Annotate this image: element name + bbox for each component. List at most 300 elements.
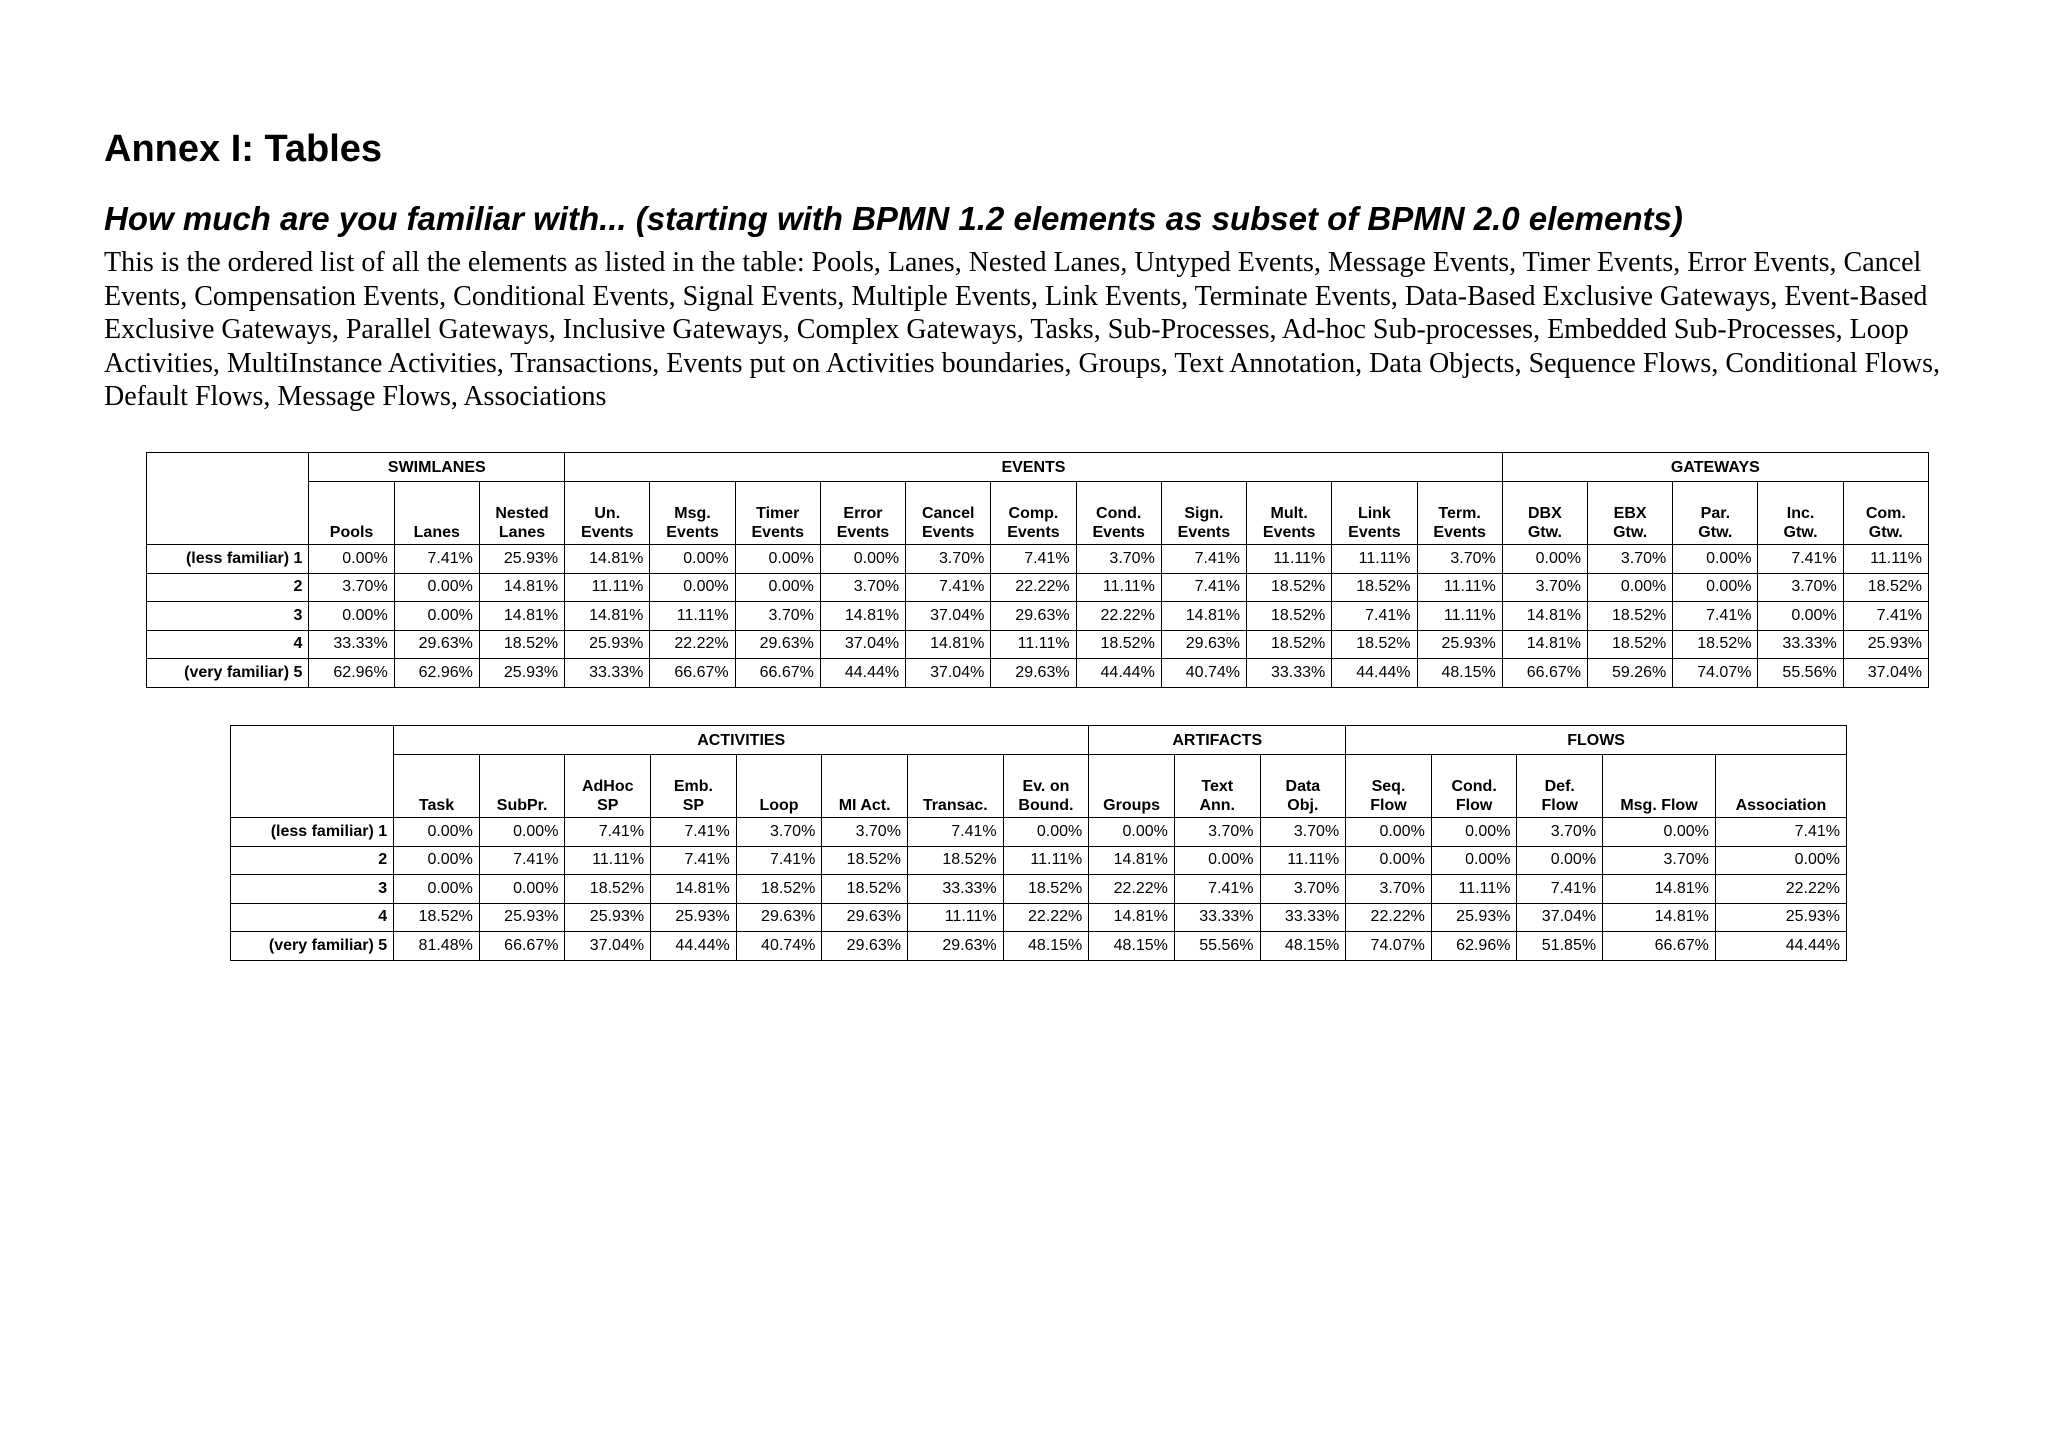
table-cell: 3.70% xyxy=(1758,573,1843,602)
table-cell: 7.41% xyxy=(1161,573,1246,602)
table-cell: 18.52% xyxy=(479,630,564,659)
table-cell: 11.11% xyxy=(991,630,1076,659)
table-cell: 11.11% xyxy=(1417,573,1502,602)
column-header-line1: Com. xyxy=(1865,505,1906,522)
table-cell: 0.00% xyxy=(394,846,480,875)
table-row xyxy=(231,903,1847,932)
table-cell: 0.00% xyxy=(1089,818,1175,847)
table-cell: 7.41% xyxy=(479,846,565,875)
column-header xyxy=(1417,482,1502,545)
table-cell: 29.63% xyxy=(822,903,908,932)
table-cell: 18.52% xyxy=(822,875,908,904)
table-cell: 37.04% xyxy=(1843,659,1928,688)
column-header-line1 xyxy=(1722,777,1840,796)
table-cell: 66.67% xyxy=(479,932,565,961)
table-cell: 18.52% xyxy=(1587,630,1672,659)
table-cell: 11.11% xyxy=(907,903,1003,932)
row-label: 3 xyxy=(231,875,394,904)
row-label: (less familiar) 1 xyxy=(231,818,394,847)
table-cell: 29.63% xyxy=(394,630,479,659)
table-cell: 18.52% xyxy=(822,846,908,875)
column-header-line1: Def. xyxy=(1544,778,1575,795)
column-header-line2: Flow xyxy=(1455,797,1493,814)
column-header-line2: MI Act. xyxy=(838,797,891,814)
table-cell: 7.41% xyxy=(651,846,737,875)
table-cell: 37.04% xyxy=(820,630,905,659)
column-header-line1: Comp. xyxy=(1008,505,1059,522)
table-cell: 7.41% xyxy=(651,818,737,847)
column-header-line1: Text xyxy=(1201,778,1234,795)
table-row xyxy=(147,545,1929,574)
table-cell: 3.70% xyxy=(1174,818,1260,847)
corner-cell xyxy=(147,453,309,545)
column-header-line1: Cond. xyxy=(1451,778,1497,795)
row-label: 4 xyxy=(231,903,394,932)
table-cell: 25.93% xyxy=(651,903,737,932)
table-cell: 14.81% xyxy=(1502,602,1587,631)
column-header xyxy=(1517,755,1603,818)
table-cell: 14.81% xyxy=(479,573,564,602)
column-header xyxy=(1502,482,1587,545)
table-cell: 7.41% xyxy=(1332,602,1417,631)
table-cell: 11.11% xyxy=(1076,573,1161,602)
table-cell: 66.67% xyxy=(735,659,820,688)
column-header-line1: Un. xyxy=(594,505,621,522)
column-header-row xyxy=(231,755,1847,818)
column-header-line1: Emb. xyxy=(673,778,713,795)
table-cell: 18.52% xyxy=(1332,630,1417,659)
table-cell: 25.93% xyxy=(565,903,651,932)
column-header xyxy=(1089,755,1175,818)
column-header-line1 xyxy=(828,777,901,796)
table-cell: 3.70% xyxy=(1603,846,1716,875)
table-cell: 40.74% xyxy=(736,932,822,961)
column-header-line2: Loop xyxy=(759,797,799,814)
group-header-row xyxy=(231,726,1847,755)
table-cell: 3.70% xyxy=(820,573,905,602)
column-header xyxy=(1076,482,1161,545)
group-header-row xyxy=(147,453,1929,482)
table-cell: 14.81% xyxy=(1603,875,1716,904)
row-label: (less familiar) 1 xyxy=(147,545,309,574)
table-cell: 3.70% xyxy=(735,602,820,631)
page-title: Annex I: Tables xyxy=(104,128,383,170)
group-header: SWIMLANES xyxy=(309,453,565,482)
column-header-line2: Gtw. xyxy=(1698,524,1733,541)
table-cell: 22.22% xyxy=(650,630,735,659)
column-header-line2: Gtw. xyxy=(1783,524,1818,541)
column-header-line1: Mult. xyxy=(1270,505,1308,522)
column-header-line2: Gtw. xyxy=(1613,524,1648,541)
column-header-line1: Nested xyxy=(495,505,549,522)
table-row xyxy=(147,659,1929,688)
table-cell: 7.41% xyxy=(1174,875,1260,904)
table-cell: 44.44% xyxy=(1715,932,1846,961)
column-header xyxy=(907,755,1003,818)
table-cell: 0.00% xyxy=(1517,846,1603,875)
table-cell: 14.81% xyxy=(820,602,905,631)
column-header xyxy=(1758,482,1843,545)
column-header xyxy=(906,482,991,545)
column-header xyxy=(650,482,735,545)
column-header xyxy=(394,755,480,818)
column-header-line2: Events xyxy=(1348,524,1401,541)
column-header xyxy=(1247,482,1332,545)
table-cell: 18.52% xyxy=(1673,630,1758,659)
table-cell: 7.41% xyxy=(565,818,651,847)
table-cell: 25.93% xyxy=(479,903,565,932)
table-cell: 37.04% xyxy=(1517,903,1603,932)
table-cell: 44.44% xyxy=(1076,659,1161,688)
table-cell: 59.26% xyxy=(1587,659,1672,688)
table-cell: 18.52% xyxy=(907,846,1003,875)
group-header: GATEWAYS xyxy=(1502,453,1928,482)
column-header-line1 xyxy=(401,504,473,523)
table-cell: 3.70% xyxy=(1346,875,1432,904)
column-header xyxy=(1603,755,1716,818)
column-header xyxy=(1161,482,1246,545)
table-cell: 25.93% xyxy=(479,659,564,688)
column-header-line2: SP xyxy=(682,797,705,814)
column-header-line2: Events xyxy=(581,524,634,541)
table-cell: 18.52% xyxy=(565,875,651,904)
column-header-line1: Error xyxy=(843,505,883,522)
column-header xyxy=(822,755,908,818)
column-header-line2: Events xyxy=(1262,524,1316,541)
table-cell: 81.48% xyxy=(394,932,480,961)
table-cell: 0.00% xyxy=(1174,846,1260,875)
column-header xyxy=(1346,755,1432,818)
group-header: ARTIFACTS xyxy=(1089,726,1346,755)
column-header-line1: Ev. on xyxy=(1022,778,1070,795)
table-cell: 29.63% xyxy=(736,903,822,932)
column-header-line1: Inc. xyxy=(1786,505,1815,522)
table-cell: 55.56% xyxy=(1758,659,1843,688)
table-cell: 0.00% xyxy=(1502,545,1587,574)
table-cell: 25.93% xyxy=(1843,630,1928,659)
table-row xyxy=(147,573,1929,602)
table-cell: 37.04% xyxy=(906,602,991,631)
table-cell: 11.11% xyxy=(1431,875,1517,904)
table-cell: 0.00% xyxy=(309,602,394,631)
table-cell: 18.52% xyxy=(394,903,480,932)
table-cell: 48.15% xyxy=(1260,932,1346,961)
column-header-line2: Lanes xyxy=(498,524,546,541)
column-header xyxy=(309,482,394,545)
column-header xyxy=(1587,482,1672,545)
table-cell: 22.22% xyxy=(1003,903,1089,932)
table-cell: 7.41% xyxy=(394,545,479,574)
table-cell: 11.11% xyxy=(1003,846,1089,875)
column-header-line1 xyxy=(743,777,816,796)
column-header-line2: Transac. xyxy=(922,797,988,814)
table-cell: 25.93% xyxy=(479,545,564,574)
corner-cell xyxy=(231,726,394,818)
table-cell: 18.52% xyxy=(1332,573,1417,602)
table-cell: 18.52% xyxy=(1076,630,1161,659)
column-header xyxy=(1003,755,1089,818)
table-cell: 7.41% xyxy=(736,846,822,875)
table-cell: 0.00% xyxy=(650,573,735,602)
column-header-line2: Events xyxy=(1007,524,1060,541)
table-cell: 33.33% xyxy=(565,659,650,688)
table-cell: 48.15% xyxy=(1003,932,1089,961)
column-header-line2: Flow xyxy=(1541,797,1578,814)
column-header-line1 xyxy=(914,777,997,796)
column-header xyxy=(1673,482,1758,545)
table-cell: 14.81% xyxy=(1089,846,1175,875)
column-header xyxy=(1260,755,1346,818)
table-cell: 3.70% xyxy=(1260,875,1346,904)
table-cell: 14.81% xyxy=(1603,903,1716,932)
table-cell: 14.81% xyxy=(651,875,737,904)
table-cell: 0.00% xyxy=(1758,602,1843,631)
table-cell: 22.22% xyxy=(1346,903,1432,932)
table-cell: 62.96% xyxy=(394,659,479,688)
column-header-line2: Gtw. xyxy=(1527,524,1562,541)
table-cell: 0.00% xyxy=(650,545,735,574)
column-header-line1: Cancel xyxy=(921,505,975,522)
table-cell: 7.41% xyxy=(1758,545,1843,574)
column-header-line1: Term. xyxy=(1438,505,1481,522)
table-cell: 7.41% xyxy=(906,573,991,602)
column-header xyxy=(479,755,565,818)
table-cell: 3.70% xyxy=(822,818,908,847)
table-cell: 7.41% xyxy=(1715,818,1846,847)
table-cell: 11.11% xyxy=(565,573,650,602)
column-header-line2: Events xyxy=(1177,524,1231,541)
table-cell: 7.41% xyxy=(991,545,1076,574)
table-cell: 3.70% xyxy=(906,545,991,574)
table-cell: 33.33% xyxy=(1247,659,1332,688)
table-cell: 33.33% xyxy=(907,875,1003,904)
column-header xyxy=(565,482,650,545)
table-row xyxy=(231,818,1847,847)
table-cell: 0.00% xyxy=(394,875,480,904)
column-header xyxy=(1431,755,1517,818)
table-row xyxy=(231,932,1847,961)
column-header-line2: Groups xyxy=(1103,797,1161,814)
table-cell: 22.22% xyxy=(1089,875,1175,904)
column-header-line1 xyxy=(1095,777,1168,796)
table-cell: 18.52% xyxy=(1843,573,1928,602)
column-header-line2: Lanes xyxy=(413,524,460,541)
row-label: 2 xyxy=(231,846,394,875)
row-label: 3 xyxy=(147,602,309,631)
table-cell: 37.04% xyxy=(906,659,991,688)
table-cell: 48.15% xyxy=(1089,932,1175,961)
table-cell: 55.56% xyxy=(1174,932,1260,961)
table-cell: 0.00% xyxy=(1673,545,1758,574)
table-cell: 0.00% xyxy=(820,545,905,574)
table-cell: 66.67% xyxy=(650,659,735,688)
familiarity-table-swimlanes-events-gateways xyxy=(146,452,1929,688)
table-cell: 33.33% xyxy=(1260,903,1346,932)
table-cell: 14.81% xyxy=(479,602,564,631)
table-cell: 29.63% xyxy=(907,932,1003,961)
column-header xyxy=(394,482,479,545)
table-cell: 0.00% xyxy=(1715,846,1846,875)
column-header-line2: Ann. xyxy=(1199,797,1235,814)
table-cell: 25.93% xyxy=(565,630,650,659)
table-cell: 3.70% xyxy=(1587,545,1672,574)
table-cell: 11.11% xyxy=(1417,602,1502,631)
column-header xyxy=(479,482,564,545)
column-header-line1 xyxy=(1609,777,1709,796)
table-row xyxy=(147,630,1929,659)
column-header-line2: Msg. Flow xyxy=(1620,797,1698,814)
table-cell: 18.52% xyxy=(1247,602,1332,631)
table-row xyxy=(147,602,1929,631)
table-cell: 11.11% xyxy=(565,846,651,875)
column-header-line1: Timer xyxy=(756,505,800,522)
column-header xyxy=(735,482,820,545)
column-header-line2: Task xyxy=(418,797,455,814)
table-cell: 29.63% xyxy=(991,659,1076,688)
table-cell: 0.00% xyxy=(479,818,565,847)
column-header-line2: Gtw. xyxy=(1868,524,1903,541)
table-cell: 3.70% xyxy=(1076,545,1161,574)
table-cell: 0.00% xyxy=(735,573,820,602)
row-label: 2 xyxy=(147,573,309,602)
table-cell: 66.67% xyxy=(1603,932,1716,961)
group-header: EVENTS xyxy=(565,453,1503,482)
table-cell: 33.33% xyxy=(1174,903,1260,932)
table-row xyxy=(231,846,1847,875)
table-cell: 22.22% xyxy=(1076,602,1161,631)
column-header-line1: EBX xyxy=(1613,505,1647,522)
table-cell: 29.63% xyxy=(991,602,1076,631)
table-row xyxy=(231,875,1847,904)
table-cell: 3.70% xyxy=(1260,818,1346,847)
table-cell: 29.63% xyxy=(735,630,820,659)
column-header-line1: Data xyxy=(1285,778,1321,795)
table-cell: 33.33% xyxy=(309,630,394,659)
column-header-line2: SP xyxy=(597,797,619,814)
table-cell: 0.00% xyxy=(394,602,479,631)
table-cell: 11.11% xyxy=(1247,545,1332,574)
column-header-line1: Seq. xyxy=(1371,778,1406,795)
table-cell: 14.81% xyxy=(906,630,991,659)
table-cell: 0.00% xyxy=(1587,573,1672,602)
table-cell: 14.81% xyxy=(565,545,650,574)
table-cell: 0.00% xyxy=(1346,846,1432,875)
column-header-line1: Par. xyxy=(1700,505,1731,522)
table-cell: 7.41% xyxy=(907,818,1003,847)
column-header xyxy=(820,482,905,545)
table-cell: 11.11% xyxy=(1260,846,1346,875)
familiarity-table-activities-artifacts-flows xyxy=(230,725,1847,961)
table-cell: 48.15% xyxy=(1417,659,1502,688)
table-cell: 0.00% xyxy=(479,875,565,904)
table-cell: 44.44% xyxy=(1332,659,1417,688)
column-header-line1: Msg. xyxy=(674,505,711,522)
table-cell: 44.44% xyxy=(820,659,905,688)
table-cell: 44.44% xyxy=(651,932,737,961)
group-header: FLOWS xyxy=(1346,726,1847,755)
table-cell: 7.41% xyxy=(1517,875,1603,904)
table-cell: 0.00% xyxy=(309,545,394,574)
table-cell: 0.00% xyxy=(1431,846,1517,875)
column-header-line2: Events xyxy=(921,524,975,541)
column-header xyxy=(1715,755,1846,818)
column-header-line1 xyxy=(486,777,559,796)
column-header-line2: Events xyxy=(1092,524,1145,541)
column-header-line2: Events xyxy=(751,524,804,541)
column-header xyxy=(1174,755,1260,818)
table-cell: 7.41% xyxy=(1843,602,1928,631)
column-header-line1: Cond. xyxy=(1096,505,1142,522)
table-cell: 3.70% xyxy=(1517,818,1603,847)
column-header xyxy=(1843,482,1928,545)
group-header: ACTIVITIES xyxy=(394,726,1089,755)
table-cell: 14.81% xyxy=(1502,630,1587,659)
table-cell: 18.52% xyxy=(1247,573,1332,602)
table-cell: 18.52% xyxy=(1587,602,1672,631)
column-header-line2: Events xyxy=(1433,524,1486,541)
table-cell: 62.96% xyxy=(1431,932,1517,961)
row-label: (very familiar) 5 xyxy=(147,659,309,688)
table-cell: 3.70% xyxy=(1417,545,1502,574)
intro-paragraph: This is the ordered list of all the elements as listed in the table: Pools, Lanes, Nested Lanes, Untyped Events, Message Events, Timer Events, Error Events, Cancel Events, Compensation Events, Conditional Events, Signal Events, Multiple Events, Link Events, Terminate Events, Data-Based Exclusive Gateways, Event-Based Exclusive Gateways, Parallel Gateways, Inclusive Gateways, Complex Gateways, Tasks, Sub-Processes, Ad-hoc Sub-processes, Embedded Sub-Processes, Loop Activities, MultiInstance Activities, Transactions, Events put on Activities boundaries, Groups, Text Annotation, Data Objects, Sequence Flows, Conditional Flows, Default Flows, Message Flows, Associations xyxy=(104,247,1941,412)
column-header-line1: AdHoc xyxy=(581,778,634,795)
column-header-line2: Bound. xyxy=(1018,797,1074,814)
table-cell: 62.96% xyxy=(309,659,394,688)
table-cell: 3.70% xyxy=(1502,573,1587,602)
table-cell: 0.00% xyxy=(1431,818,1517,847)
column-header-line1 xyxy=(315,504,387,523)
table-cell: 33.33% xyxy=(1758,630,1843,659)
table-cell: 51.85% xyxy=(1517,932,1603,961)
table-cell: 37.04% xyxy=(565,932,651,961)
table-cell: 11.11% xyxy=(1332,545,1417,574)
table-cell: 7.41% xyxy=(1161,545,1246,574)
table-cell: 0.00% xyxy=(735,545,820,574)
row-label: (very familiar) 5 xyxy=(231,932,394,961)
column-header-line2: SubPr. xyxy=(496,797,548,814)
column-header-line2: Flow xyxy=(1370,797,1407,814)
table-cell: 74.07% xyxy=(1673,659,1758,688)
table-cell: 14.81% xyxy=(1161,602,1246,631)
column-header xyxy=(991,482,1076,545)
table-cell: 66.67% xyxy=(1502,659,1587,688)
table-cell: 29.63% xyxy=(822,932,908,961)
column-header-line1: Sign. xyxy=(1184,505,1224,522)
column-header-row xyxy=(147,482,1929,545)
column-header xyxy=(651,755,737,818)
column-header-line1 xyxy=(400,777,473,796)
table-cell: 18.52% xyxy=(1247,630,1332,659)
column-header xyxy=(1332,482,1417,545)
column-header-line2: Pools xyxy=(329,524,374,541)
table-cell: 0.00% xyxy=(394,573,479,602)
table-cell: 22.22% xyxy=(991,573,1076,602)
column-header-line2: Obj. xyxy=(1287,797,1319,814)
table-cell: 0.00% xyxy=(1603,818,1716,847)
table-cell: 14.81% xyxy=(565,602,650,631)
table-cell: 18.52% xyxy=(736,875,822,904)
table-cell: 29.63% xyxy=(1161,630,1246,659)
table-cell: 7.41% xyxy=(1673,602,1758,631)
section-subtitle: How much are you familiar with... (starting with BPMN 1.2 elements as subset of BPMN 2.0 elements) xyxy=(104,200,1683,237)
table-cell: 25.93% xyxy=(1715,903,1846,932)
table-cell: 74.07% xyxy=(1346,932,1432,961)
column-header-line2: Association xyxy=(1735,797,1827,814)
column-header-line1: DBX xyxy=(1527,505,1562,522)
column-header xyxy=(736,755,822,818)
table-cell: 0.00% xyxy=(1346,818,1432,847)
column-header-line1: Link xyxy=(1357,505,1391,522)
